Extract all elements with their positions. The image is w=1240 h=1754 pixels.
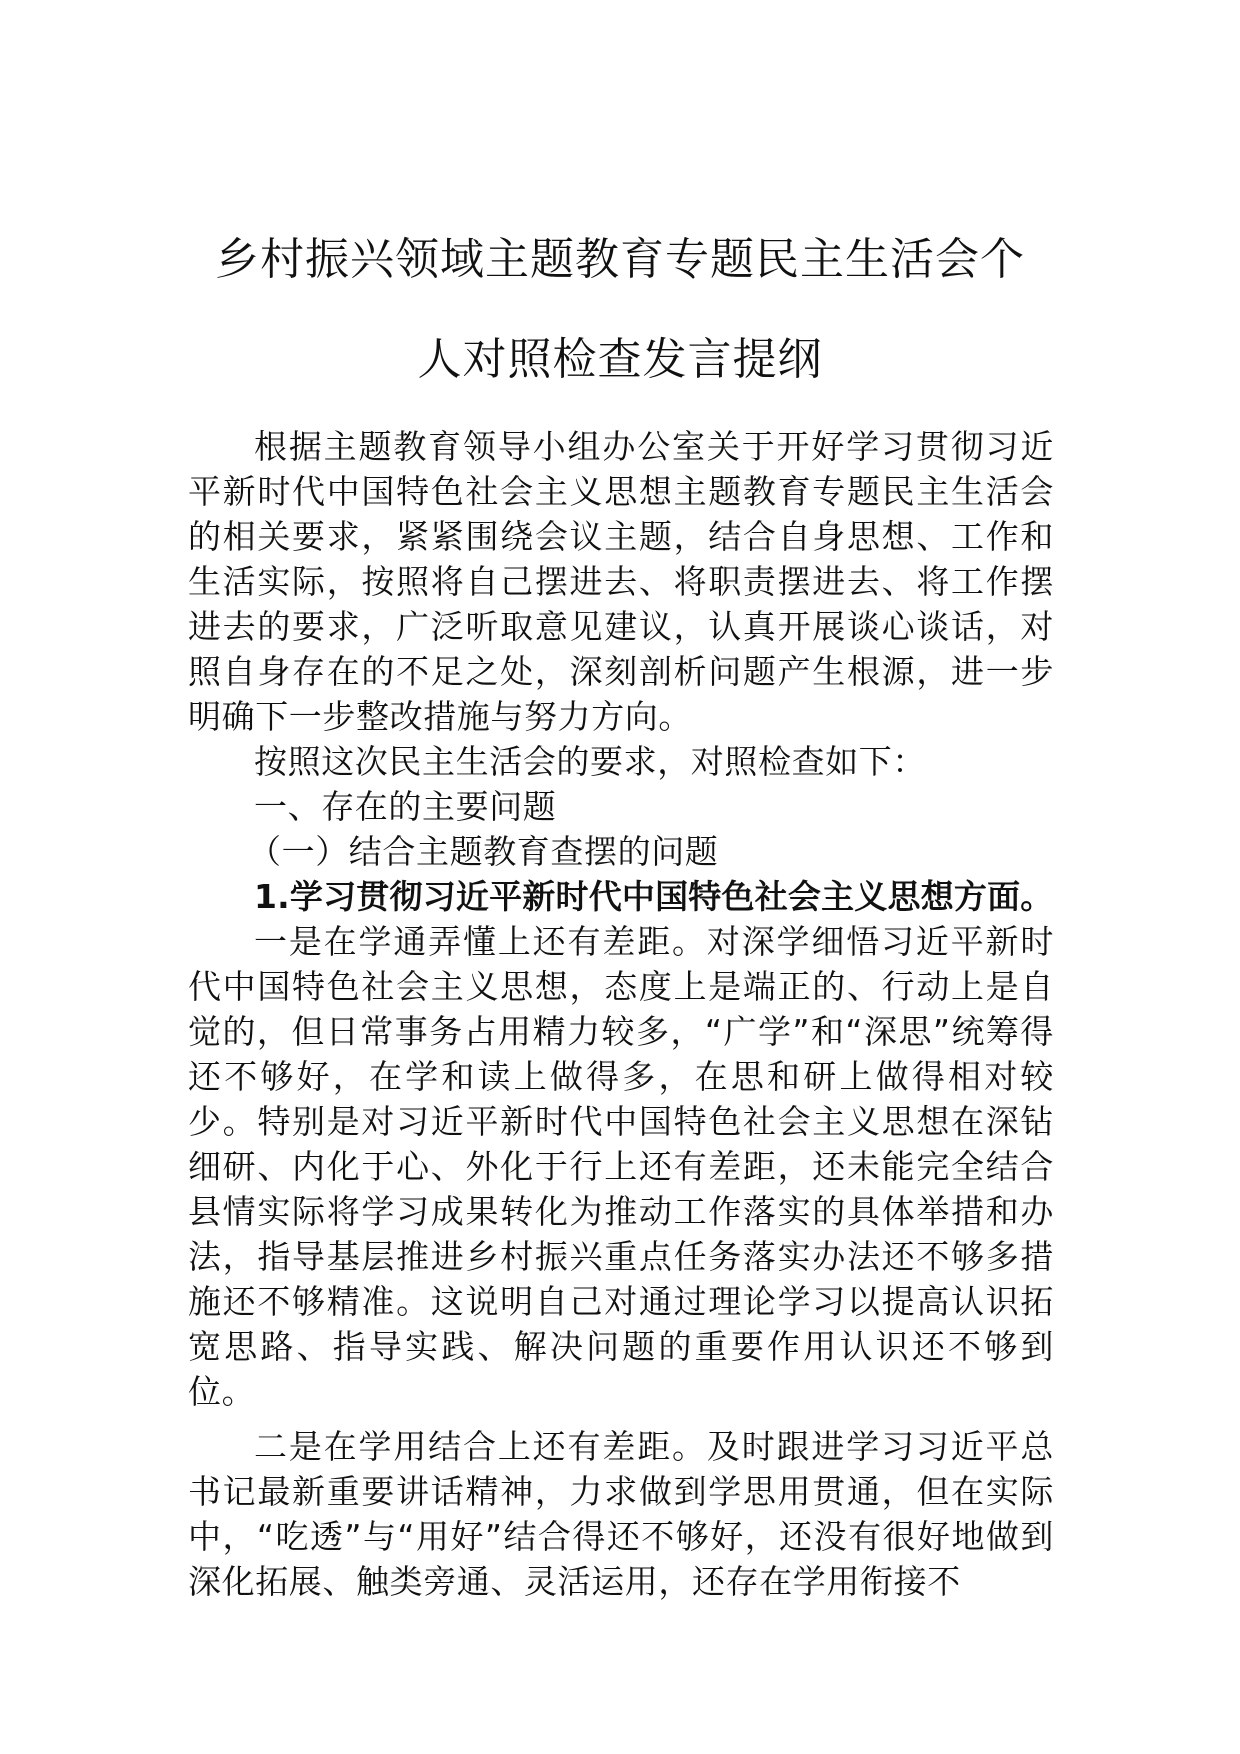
body-paragraph-1: 一是在学通弄懂上还有差距。对深学细悟习近平新时代中国特色社会主义思想，态度上是端正的、行动上是自觉的，但日常事务占用精力较多，“广学”和“深思”统筹得还不够好，在学和读上做得多，在思和研上做得相对较少。特别是对习近平新时代中国特色社会主义思想在深钻细研、内化于心、外化于行上还有差距，还未能完全结合县情实际将学习成果转化为推动工作落实的具体举措和办法，指导基层推进乡村振兴重点任务落实办法还不够多措施还不够精准。这说明自己对通过理论学习以提高认识拓宽思路、指导实践、解决问题的重要作用认识还不够到位。 xyxy=(188,922,1054,1411)
point-heading: 1.学习贯彻习近平新时代中国特色社会主义思想方面。 xyxy=(254,877,1054,916)
section-heading: 一、存在的主要问题 xyxy=(254,787,557,826)
subsection-heading: （一）结合主题教育查摆的问题 xyxy=(248,832,719,871)
body-paragraph-2: 二是在学用结合上还有差距。及时跟进学习习近平总书记最新重要讲话精神，力求做到学思用贯通，但在实际中，“吃透”与“用好”结合得还不够好，还没有很好地做到深化拓展、触类旁通、灵活运用，还存在学用衔接不 xyxy=(188,1427,1054,1601)
document-body xyxy=(188,424,1054,1604)
title-line-1: 乡村振兴领域主题教育专题民主生活会个 xyxy=(215,234,1025,285)
lead-paragraph: 按照这次民主生活会的要求，对照检查如下： xyxy=(254,742,926,781)
document-title xyxy=(160,210,1080,410)
title-line-2: 人对照检查发言提纲 xyxy=(417,334,823,385)
intro-paragraph: 根据主题教育领导小组办公室关于开好学习贯彻习近平新时代中国特色社会主义思想主题教育专题民主生活会的相关要求，紧紧围绕会议主题，结合自身思想、工作和生活实际，按照将自己摆进去、将职责摆进去、将工作摆进去的要求，广泛听取意见建议，认真开展谈心谈话，对照自身存在的不足之处，深刻剖析问题产生根源，进一步明确下一步整改措施与努力方向。 xyxy=(188,427,1054,736)
